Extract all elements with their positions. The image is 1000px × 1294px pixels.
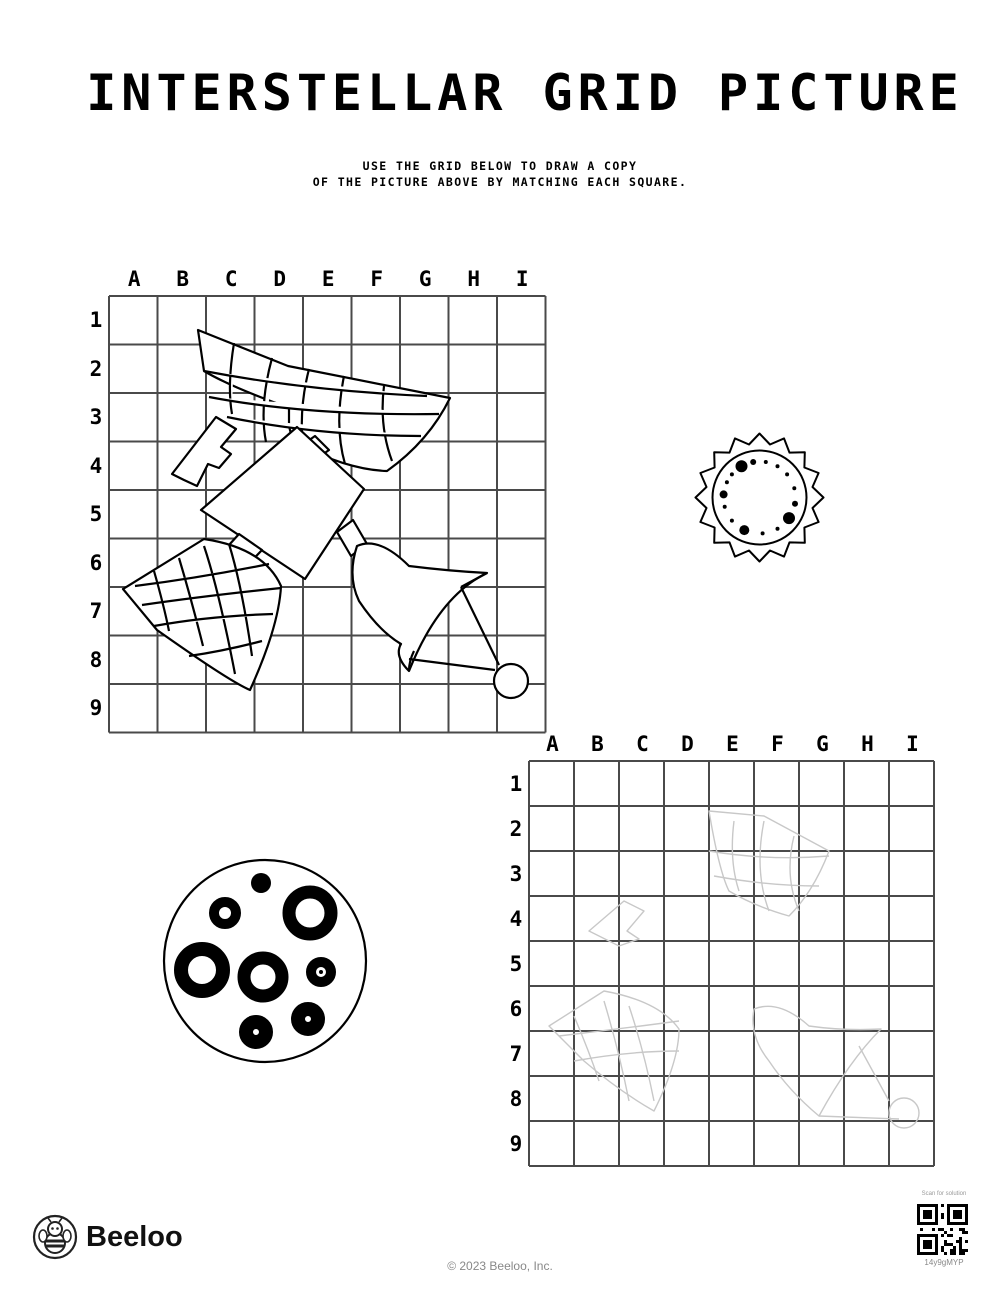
satellite-trace-icon [529, 761, 935, 1167]
qr-module [962, 1231, 965, 1234]
grid-row-label: 7 [89, 599, 103, 624]
qr-module [947, 1243, 950, 1246]
grid-row-label: 2 [509, 816, 523, 841]
qr-module [965, 1240, 968, 1243]
sun-dot [730, 519, 734, 523]
grid-column-label: H [861, 732, 874, 756]
sun-dot [776, 464, 780, 468]
sun-outline [696, 434, 824, 562]
moon-icon [162, 858, 368, 1064]
grid-column-label: E [321, 267, 335, 291]
brand-logo [32, 1214, 183, 1260]
qr-module [947, 1234, 950, 1237]
qr-module [941, 1216, 944, 1219]
satellite-icon [109, 296, 546, 733]
qr-module [944, 1240, 947, 1243]
grid-row-label: 5 [89, 502, 103, 527]
copyright: © 2023 Beeloo, Inc. [447, 1259, 553, 1273]
qr-module [962, 1252, 965, 1255]
qr-module [950, 1249, 953, 1252]
qr-finder [953, 1210, 962, 1219]
qr-module [959, 1240, 962, 1243]
qr-module [953, 1249, 956, 1252]
grid-row-label: 5 [509, 951, 523, 976]
grid-row-label: 8 [89, 647, 103, 672]
qr-module [959, 1252, 962, 1255]
page-title: INTERSTELLAR GRID PICTURE [86, 64, 964, 122]
grid-column-label: F [771, 732, 784, 756]
qr-module [959, 1249, 962, 1252]
grid-row-label: 4 [89, 453, 103, 478]
grid-column-label: H [467, 267, 481, 291]
sun-dot [723, 505, 727, 509]
bee-icon [32, 1214, 78, 1260]
qr-module [962, 1228, 965, 1231]
qr-module [944, 1252, 947, 1255]
grid-row-label: 3 [509, 861, 523, 886]
sun-dot [736, 460, 748, 472]
grid-column-label: D [273, 267, 287, 291]
grid-column-label: B [591, 732, 604, 756]
grid-column-label: D [681, 732, 694, 756]
grid-column-label: A [127, 267, 141, 291]
qr-module [941, 1249, 944, 1252]
qr-module [962, 1249, 965, 1252]
grid-column-label: A [546, 732, 559, 756]
sun-dot [739, 525, 749, 535]
grid-column-label: F [370, 267, 384, 291]
grid-row-label: 4 [509, 906, 523, 931]
instructions [0, 158, 1000, 190]
qr-module [920, 1228, 923, 1231]
qr-module [959, 1243, 962, 1246]
instruction-line-1: USE THE GRID BELOW TO DRAW A COPY [362, 159, 638, 173]
sun-dot [720, 490, 728, 498]
qr-module [959, 1228, 962, 1231]
sun-dot [776, 527, 780, 531]
grid-column-label: C [636, 732, 649, 756]
grid-row-label: 7 [509, 1041, 523, 1066]
qr-module [950, 1234, 953, 1237]
qr-code-icon[interactable] [917, 1204, 968, 1255]
qr-module [950, 1252, 953, 1255]
qr-label: Scan for solution [921, 1191, 967, 1197]
grid-column-label: B [176, 267, 190, 291]
grid-row-label: 2 [89, 356, 103, 381]
grid-column-label: I [515, 267, 529, 291]
qr-module [944, 1243, 947, 1246]
qr-module [944, 1231, 947, 1234]
qr-module [950, 1228, 953, 1231]
qr-module [941, 1213, 944, 1216]
grid-column-label: G [816, 732, 829, 756]
qr-finder [923, 1210, 932, 1219]
grid-row-label: 8 [509, 1086, 523, 1111]
sun-dot [792, 501, 798, 507]
sun-dot [750, 459, 756, 465]
brand-name: Beeloo [86, 1220, 183, 1253]
sun-dot [730, 472, 734, 476]
qr-module [953, 1246, 956, 1249]
qr-code-text: 14y9gMYP [924, 1258, 964, 1267]
grid-row-label: 3 [89, 405, 103, 430]
qr-finder [923, 1240, 932, 1249]
qr-module [956, 1240, 959, 1243]
qr-module [959, 1246, 962, 1249]
qr-module [950, 1243, 953, 1246]
grid-column-label: G [418, 267, 432, 291]
grid-column-label: E [726, 732, 739, 756]
qr-module [965, 1249, 968, 1252]
grid-row-label: 9 [509, 1131, 523, 1156]
qr-module [938, 1228, 941, 1231]
sun-dot [761, 531, 765, 535]
sun-dot [785, 472, 789, 476]
qr-module [941, 1228, 944, 1231]
grid-column-label: I [906, 732, 919, 756]
grid-row-label: 1 [509, 771, 523, 796]
grid-row-label: 9 [89, 696, 103, 721]
grid-column-label: C [224, 267, 238, 291]
qr-module [941, 1204, 944, 1207]
qr-module [965, 1231, 968, 1234]
qr-module [959, 1237, 962, 1240]
grid-row-label: 6 [89, 550, 103, 575]
qr-module [932, 1228, 935, 1231]
sun-dot [783, 512, 795, 524]
qr-module [941, 1246, 944, 1249]
grid-row-label: 6 [509, 996, 523, 1021]
instruction-line-2: OF THE PICTURE ABOVE BY MATCHING EACH SQUARE. [312, 175, 688, 189]
sun-dot [725, 480, 729, 484]
sun-icon [692, 430, 827, 565]
sun-dot [792, 486, 796, 490]
qr-module [941, 1234, 944, 1237]
sun-dot [764, 460, 768, 464]
grid-row-label: 1 [89, 308, 103, 333]
qr-module [953, 1252, 956, 1255]
